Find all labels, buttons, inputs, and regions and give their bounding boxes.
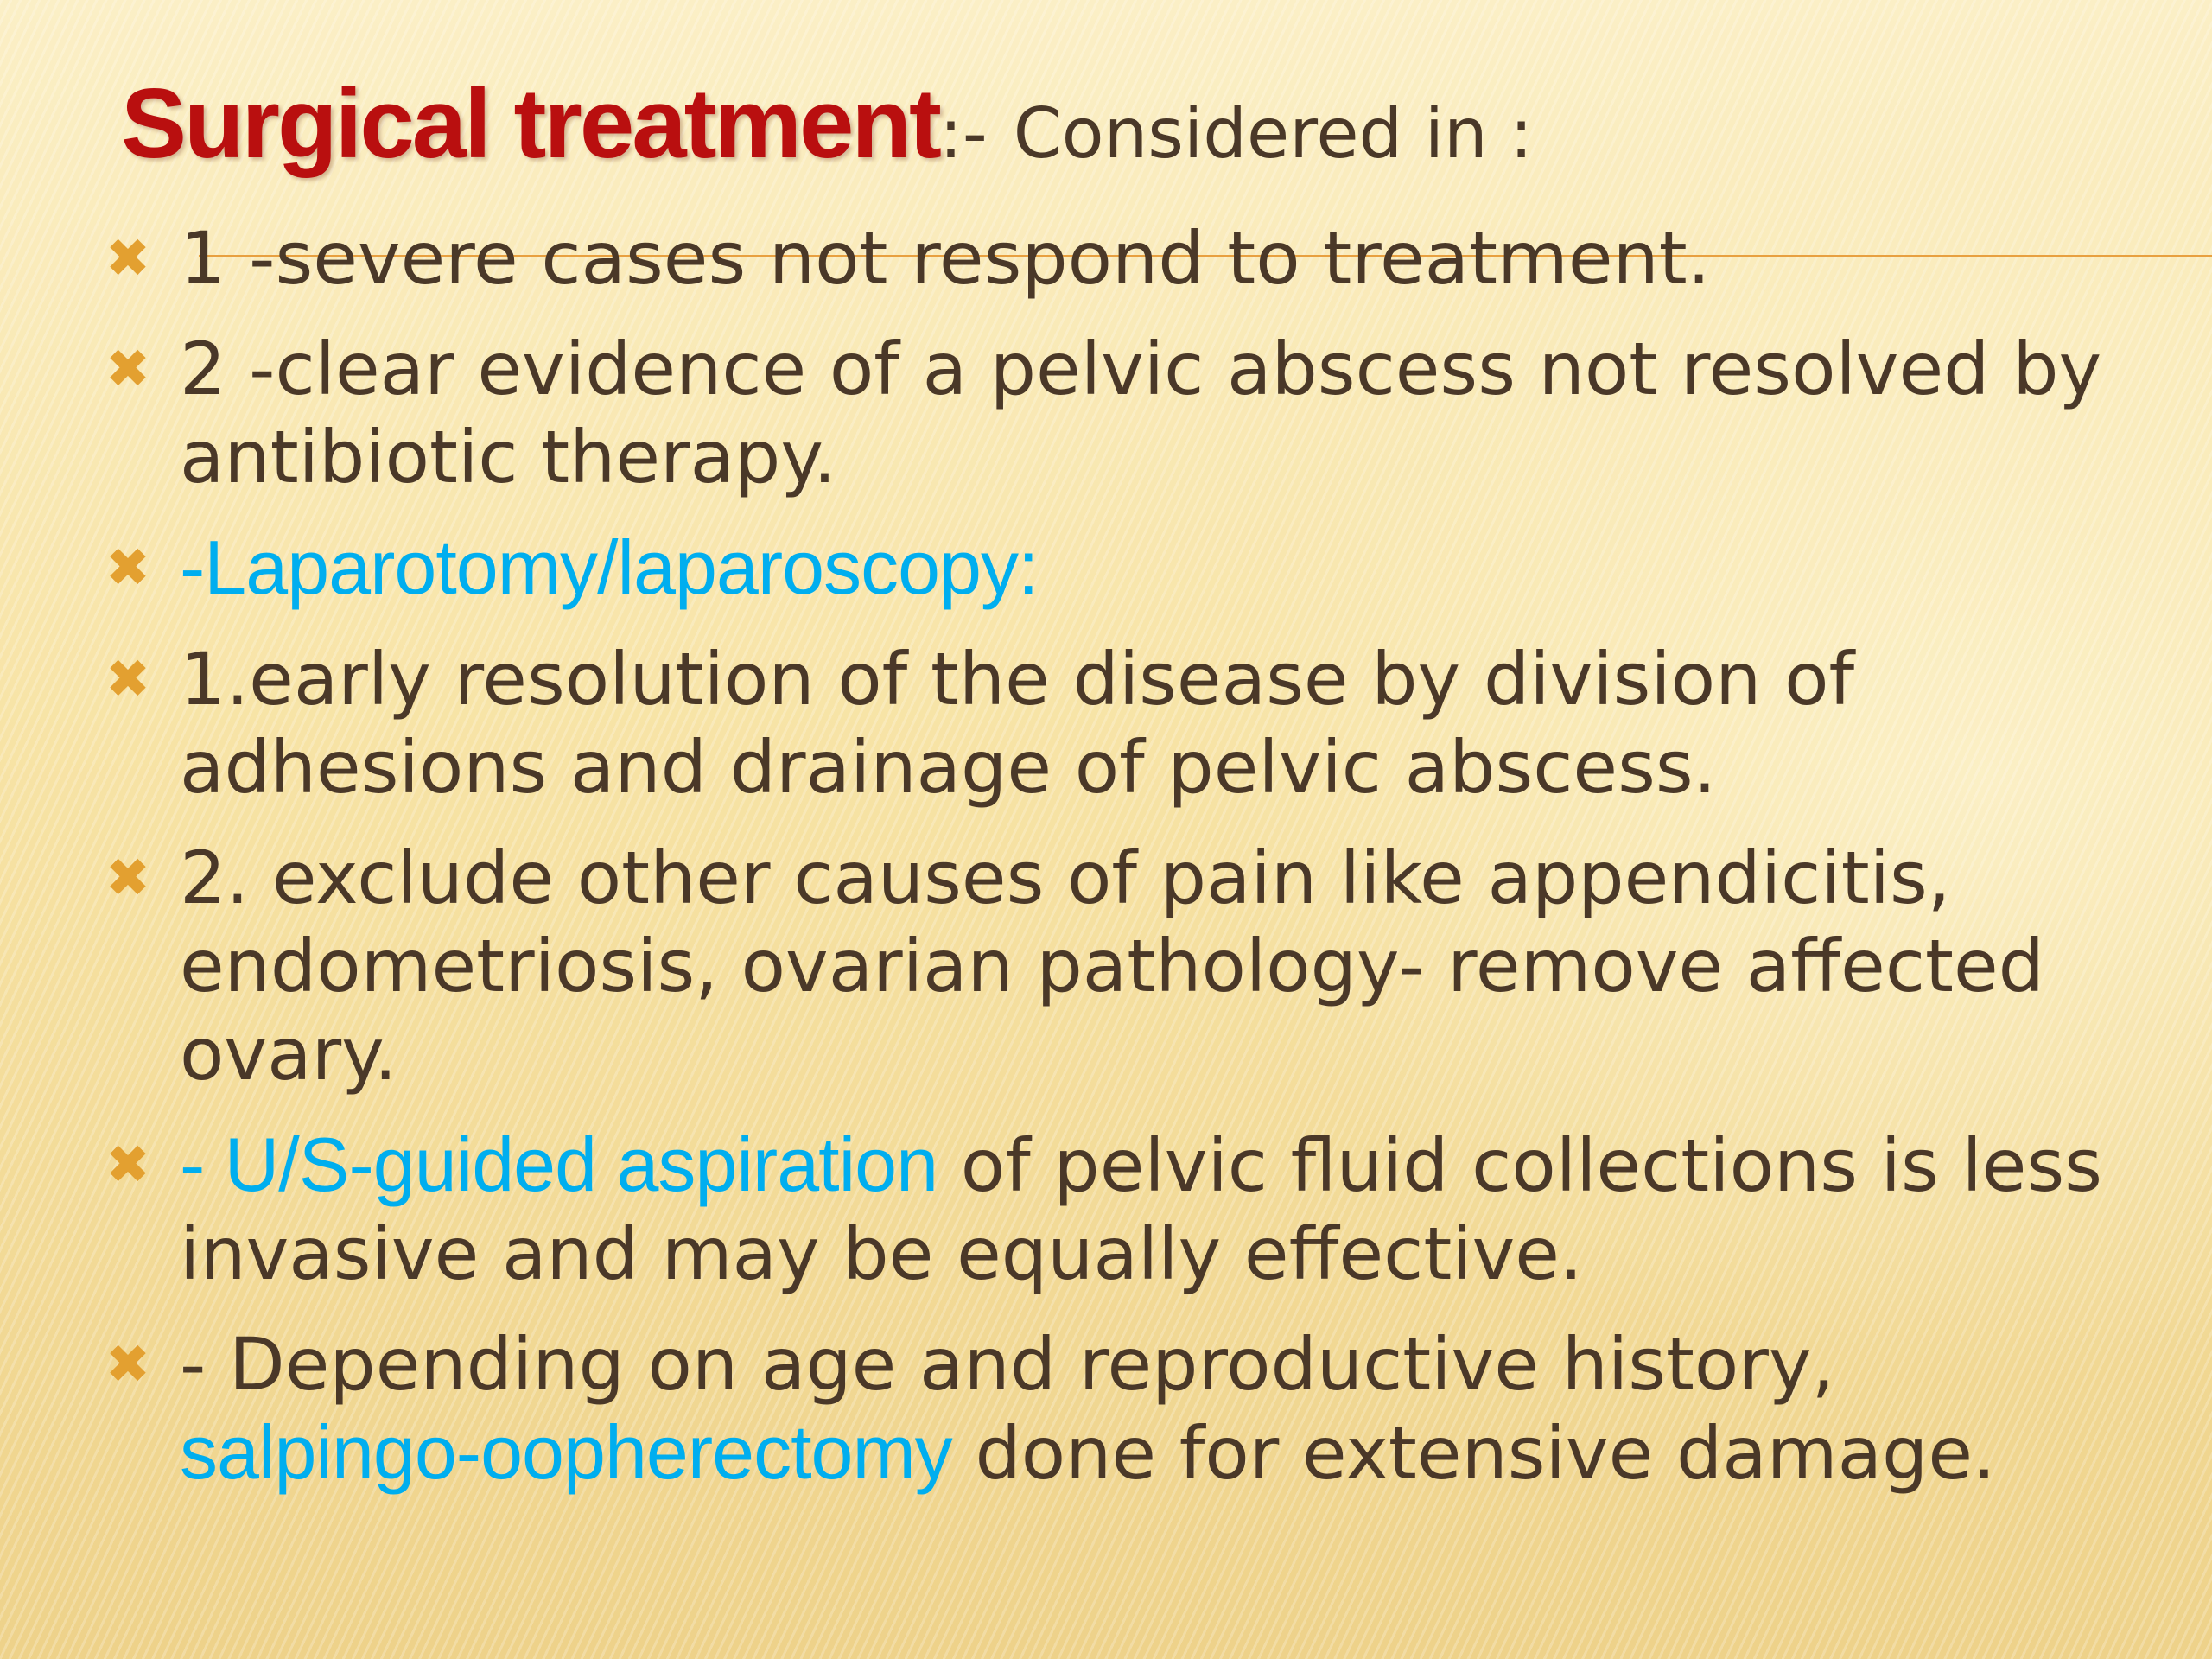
bullet-item-5 xyxy=(102,834,2158,1098)
bullet-highlight: -Laparotomy/laparoscopy: xyxy=(180,524,1039,610)
bullet-text: 1.early resolution of the disease by division of adhesions and drainage of pelvic abscess. xyxy=(180,637,1855,810)
x-bullet-icon: ✖ xyxy=(105,846,150,909)
title-subtitle: Considered in : xyxy=(1013,93,1534,174)
x-bullet-icon: ✖ xyxy=(105,1133,150,1196)
x-bullet-icon: ✖ xyxy=(105,337,150,400)
bullet-item-6 xyxy=(102,1121,2158,1298)
bullet-list xyxy=(102,214,2158,1520)
bullet-text: 2 -clear evidence of a pelvic abscess not resolved by antibiotic therapy. xyxy=(180,327,2102,499)
bullet-highlight: - U/S-guided aspiration xyxy=(180,1122,938,1207)
bullet-text: 1 -severe cases not respond to treatment. xyxy=(180,216,1711,301)
bullet-item-4 xyxy=(102,635,2158,811)
bullet-text: 2. exclude other causes of pain like appendicitis, endometriosis, ovarian pathology- remove affected ovary. xyxy=(180,836,2044,1096)
bullet-item-1 xyxy=(102,214,2158,302)
title-separator: :- xyxy=(938,93,988,174)
x-bullet-icon: ✖ xyxy=(105,536,150,599)
bullet-item-3 xyxy=(102,524,2158,613)
x-bullet-icon: ✖ xyxy=(105,226,150,289)
bullet-text: of pelvic fluid collections is less invasive and may be equally effective. xyxy=(180,1123,2103,1296)
bullet-text: done for extensive damage. xyxy=(951,1411,1996,1496)
slide-title xyxy=(121,67,2108,188)
x-bullet-icon: ✖ xyxy=(105,647,150,710)
bullet-item-2 xyxy=(102,325,2158,501)
bullet-text: - Depending on age and reproductive history, xyxy=(180,1322,1835,1407)
bullet-highlight: salpingo-oopherectomy xyxy=(180,1409,952,1495)
x-bullet-icon: ✖ xyxy=(105,1332,150,1395)
bullet-item-7 xyxy=(102,1320,2158,1497)
title-main: Surgical treatment xyxy=(121,69,939,179)
